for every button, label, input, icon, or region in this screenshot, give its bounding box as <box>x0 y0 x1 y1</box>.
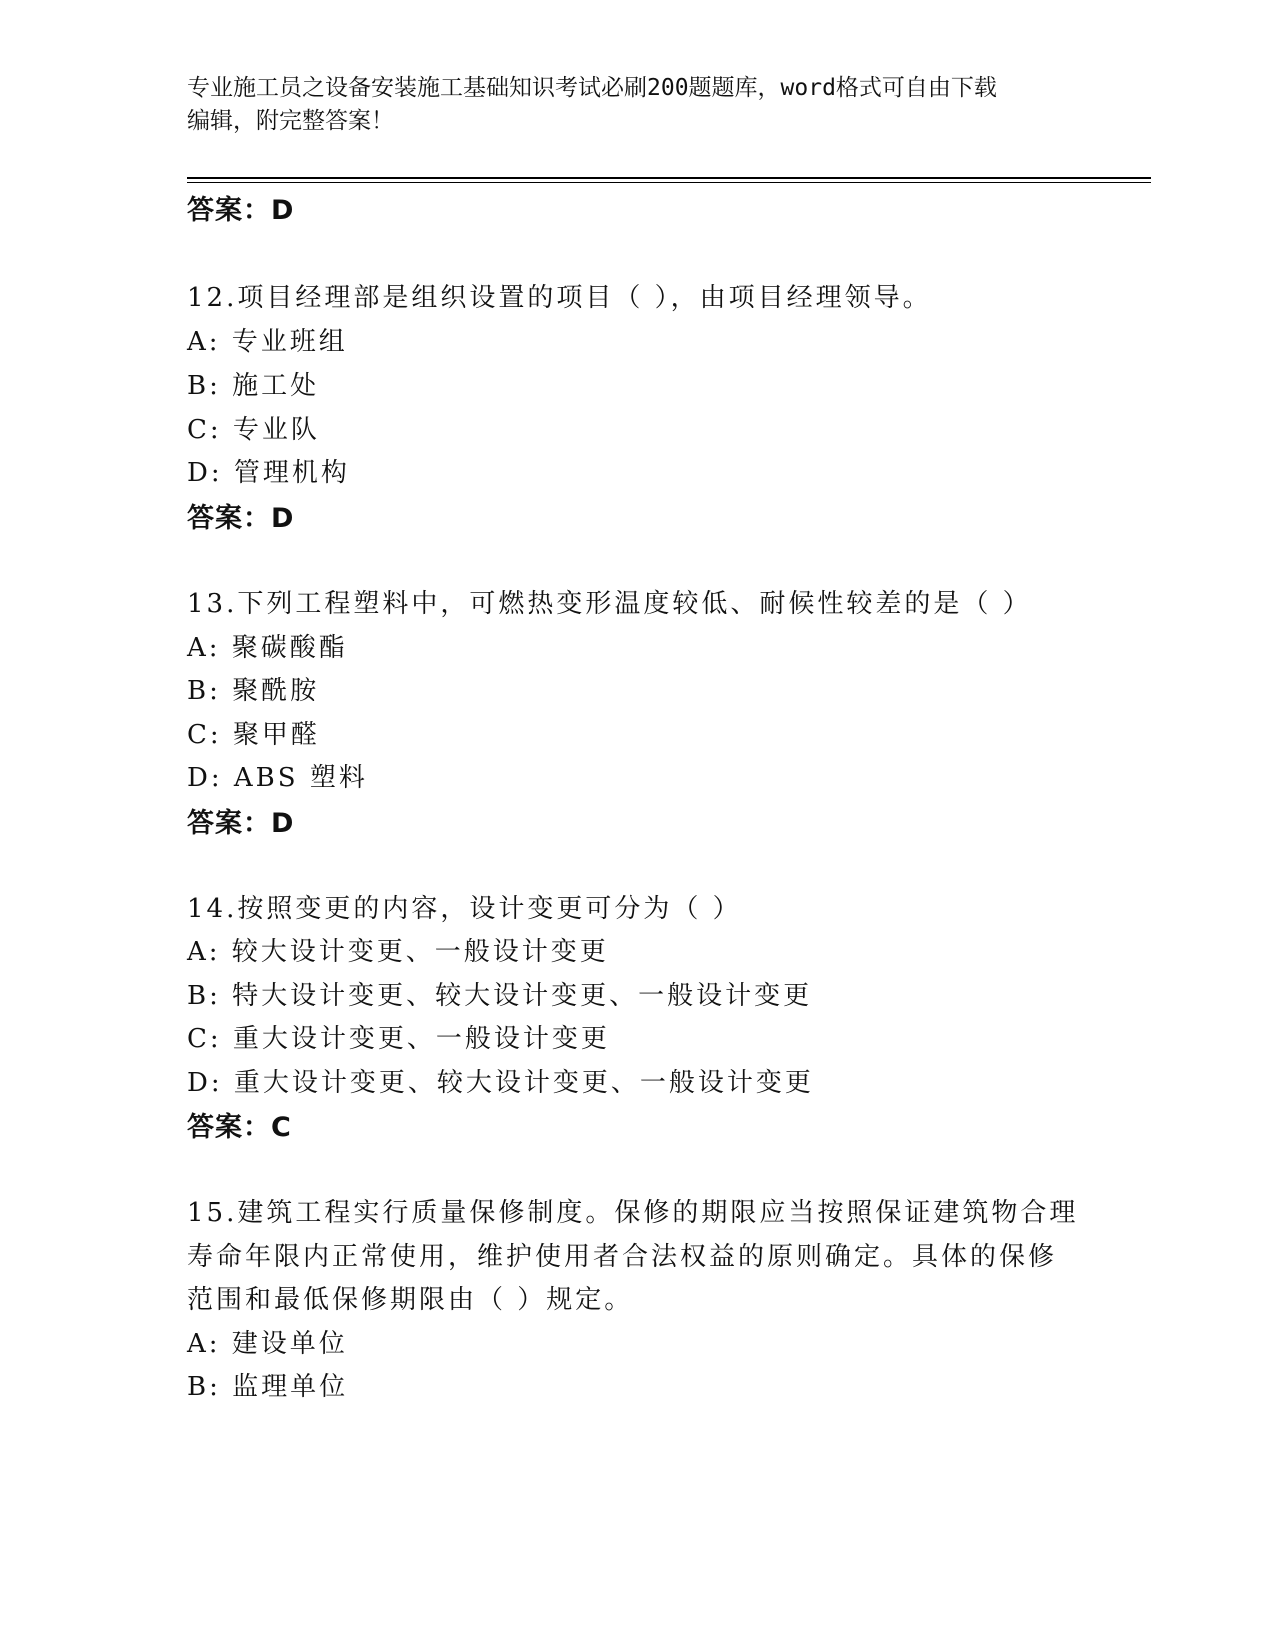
question-14-answer: 答案：C <box>187 1112 292 1143</box>
header-divider-thick <box>187 177 1151 179</box>
question-13-stem: 13.下列工程塑料中，可燃热变形温度较低、耐候性较差的是（ ） <box>187 589 1032 619</box>
question-14-option-b: B: 特大设计变更、较大设计变更、一般设计变更 <box>187 981 813 1011</box>
question-13-option-c: C: 聚甲醛 <box>187 720 320 750</box>
question-13-option-d: D: ABS 塑料 <box>187 763 368 793</box>
question-15-option-b: B: 监理单位 <box>187 1372 349 1402</box>
question-12-option-a: A: 专业班组 <box>187 327 348 357</box>
question-14-option-a: A: 较大设计变更、一般设计变更 <box>187 937 609 967</box>
question-15-stem-line-2: 寿命年限内正常使用，维护使用者合法权益的原则确定。具体的保修 <box>187 1242 1058 1272</box>
question-13-answer: 答案：D <box>187 808 295 839</box>
question-12-option-c: C: 专业队 <box>187 415 320 445</box>
question-13-option-b: B: 聚酰胺 <box>187 676 320 706</box>
question-14-option-d: D: 重大设计变更、较大设计变更、一般设计变更 <box>187 1068 814 1098</box>
question-14-option-c: C: 重大设计变更、一般设计变更 <box>187 1024 610 1054</box>
header-line-1: 专业施工员之设备安装施工基础知识考试必刷200题题库，word格式可自由下载 <box>187 75 997 101</box>
question-15-stem-line-1: 15.建筑工程实行质量保修制度。保修的期限应当按照保证建筑物合理 <box>187 1198 1079 1228</box>
question-15-option-a: A: 建设单位 <box>187 1329 348 1359</box>
question-13-option-a: A: 聚碳酸酯 <box>187 633 348 663</box>
question-14-stem: 14.按照变更的内容，设计变更可分为（ ） <box>187 894 742 924</box>
question-12-option-b: B: 施工处 <box>187 371 320 401</box>
question-12-answer: 答案：D <box>187 503 295 534</box>
header-divider-thin <box>187 182 1151 183</box>
question-15-stem-line-3: 范围和最低保修期限由（ ）规定。 <box>187 1285 634 1315</box>
header-line-2: 编辑，附完整答案！ <box>187 108 394 134</box>
question-12-stem: 12.项目经理部是组织设置的项目（ ），由项目经理领导。 <box>187 283 932 313</box>
document-header <box>187 72 1087 138</box>
question-12-option-d: D: 管理机构 <box>187 458 350 488</box>
answer-previous: 答案：D <box>187 195 295 226</box>
